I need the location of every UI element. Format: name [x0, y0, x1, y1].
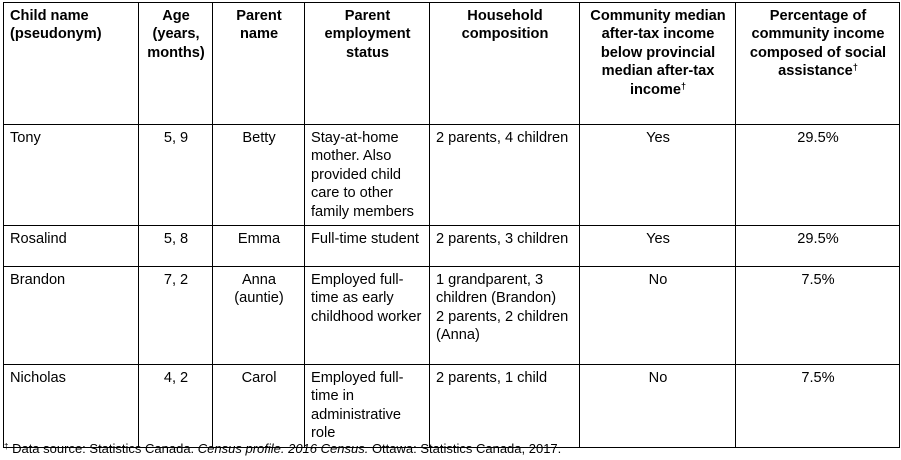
cell-social-assistance: 29.5%	[736, 226, 900, 267]
cell-employment: Employed full-time as early childhood worker	[305, 267, 430, 365]
header-child-name: Child name (pseudonym)	[4, 3, 139, 125]
cell-child: Brandon	[4, 267, 139, 365]
dagger-mark: †	[681, 80, 687, 91]
cell-employment: Full-time student	[305, 226, 430, 267]
cell-household	[430, 125, 580, 226]
cell-below-median: Yes	[580, 125, 736, 226]
cell-child: Tony	[4, 125, 139, 226]
cell-social-assistance: 7.5%	[736, 365, 900, 448]
cell-age: 5, 9	[139, 125, 213, 226]
cell-household	[430, 267, 580, 365]
cell-household	[430, 226, 580, 267]
header-median-income-text: Community median after-tax income below provincial median after-tax income	[590, 8, 726, 98]
header-social-assistance-text: Percentage of community income composed of social assistance	[749, 8, 887, 80]
cell-below-median: No	[580, 267, 736, 365]
cell-employment: Employed full-time in administrative role	[305, 365, 430, 448]
cell-below-median: Yes	[580, 226, 736, 267]
cell-parent: Emma	[213, 226, 305, 267]
header-social-assistance	[736, 3, 900, 125]
cell-below-median: No	[580, 365, 736, 448]
cell-parent: Anna (auntie)	[213, 267, 305, 365]
table-row	[4, 267, 900, 365]
header-parent-name: Parent name	[213, 3, 305, 125]
cell-child: Nicholas	[4, 365, 139, 448]
cell-age: 4, 2	[139, 365, 213, 448]
header-employment-status: Parent employment status	[305, 3, 430, 125]
header-household-composition: Household composition	[430, 3, 580, 125]
cell-age: 7, 2	[139, 267, 213, 365]
household-line: 2 parents, 3 children	[436, 231, 569, 248]
table-row	[4, 226, 900, 267]
dagger-mark: †	[4, 442, 9, 451]
household-line: 2 parents, 4 children	[436, 130, 569, 146]
table-footnote	[4, 441, 561, 457]
dagger-mark: †	[852, 62, 858, 73]
footnote-prefix: Data source: Statistics Canada.	[12, 441, 198, 456]
table-row	[4, 125, 900, 226]
cell-parent: Betty	[213, 125, 305, 226]
cell-social-assistance: 29.5%	[736, 125, 900, 226]
header-median-income	[580, 3, 736, 125]
household-line: 1 grandparent, 3 children (Brandon)	[436, 272, 557, 307]
household-line: 2 parents, 1 child	[436, 370, 548, 387]
cell-child: Rosalind	[4, 226, 139, 267]
header-age: Age (years, months)	[139, 3, 213, 125]
table-row	[4, 365, 900, 448]
household-line: 2 parents, 2 children (Anna)	[436, 308, 569, 344]
participants-table	[3, 2, 900, 448]
cell-household	[430, 365, 580, 448]
footnote-italic: Census profile. 2016 Census.	[197, 441, 369, 456]
footnote-suffix: Ottawa: Statistics Canada, 2017.	[368, 441, 562, 456]
cell-social-assistance: 7.5%	[736, 267, 900, 365]
cell-age: 5, 8	[139, 226, 213, 267]
table-header-row	[4, 3, 900, 125]
cell-parent: Carol	[213, 365, 305, 448]
cell-employment: Stay-at-home mother. Also provided child care to other family members	[305, 125, 430, 226]
